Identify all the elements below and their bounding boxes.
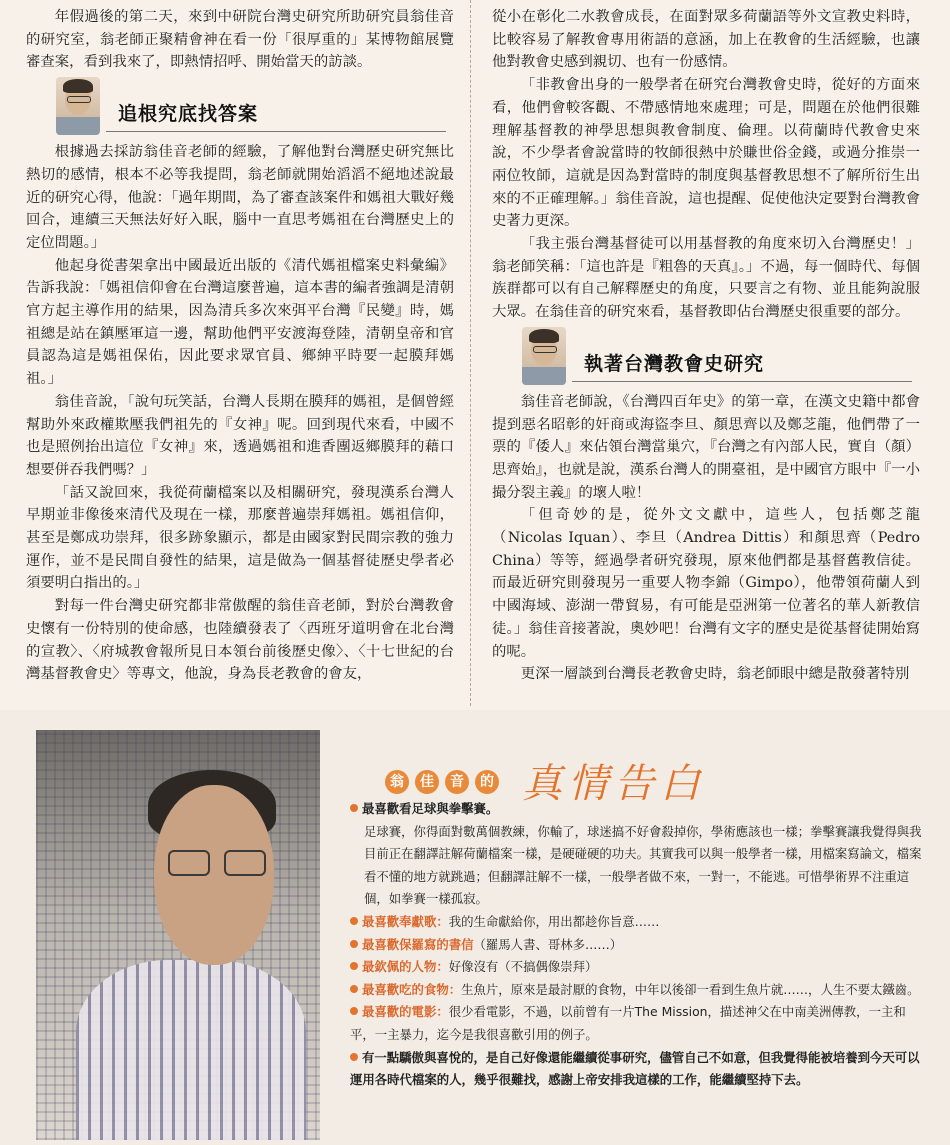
author-portrait-thumbnail bbox=[522, 327, 566, 385]
paragraph: 「我主張台灣基督徒可以用基督教的角度來切入台灣歷史！」翁老師笑稱：「這也許是『粗魯的天真』。」不過，每一個時代、每個族群都可以有自己解釋歷史的角度，只要言之有物、並且能夠說服大眾。在翁佳音的研究來看，基督教即佔台灣歷史很重要的部分。 bbox=[492, 236, 920, 321]
name-char-badge: 翁 bbox=[385, 770, 409, 794]
paragraph: 更深一層談到台灣長老教會史時，翁老師眼中總是散發著特別 bbox=[520, 666, 910, 683]
author-portrait-thumbnail bbox=[56, 77, 100, 135]
list-item: 足球賽，你得面對數萬個教練，你輸了，球迷搞不好會殺掉你，學術應該也一樣；拳擊賽讓我覺得與我目前正在翻譯註解荷蘭檔案一樣，是硬碰硬的功夫。其實我可以與一般學者一樣，用檔案寫論文，檔案看不懂的地方就跳過；但翻譯註解不一樣，一般學者做不來，一對一，不能逃。可惜學術界不注重這個，如拳賽一樣孤寂。 bbox=[364, 823, 922, 907]
bullet-icon bbox=[350, 940, 358, 948]
confession-list bbox=[350, 798, 930, 1092]
column-divider bbox=[470, 0, 471, 706]
paragraph: 「非教會出身的一般學者在研究台灣教會史時，從好的方面來看，他們會較客觀、不帶感情地來處理；可是，問題在於他們很難理解基督教的神學思想與教會制度、倫理。以荷蘭時代教會史來說，不少學者會說當時的牧師很熱中於賺世俗金錢，或過分推崇一兩位牧師，這就是因為對當時的制度與基督教思想不了解所衍生出來的不正確理解。」翁佳音說，這也提醒、促使他決定要對台灣教會史著力更深。 bbox=[492, 77, 920, 230]
list-item: 有一點驕傲與喜悅的，是自己好像還能繼續從事研究，儘管自己不如意，但我覺得能被培養到今天可以運用各時代檔案的人，幾乎很難找，感謝上帝安排我這樣的工作，能繼續堅持下去。 bbox=[350, 1049, 920, 1088]
list-item: 最喜歡的電影：很少看電影，不過，以前曾有一片The Mission，描述神父在中南美洲傳教，一主和平，一主暴力，迄今是我很喜歡引用的例子。 bbox=[350, 1004, 906, 1042]
section-underline bbox=[106, 131, 446, 132]
section-title: 追根究底找答案 bbox=[118, 103, 259, 126]
list-item: 最喜歡保羅寫的書信（羅馬人書、哥林多……） bbox=[350, 934, 930, 957]
right-column bbox=[492, 6, 920, 686]
section-header-1 bbox=[26, 77, 454, 135]
confession-box bbox=[0, 710, 950, 1145]
author-photo bbox=[36, 730, 320, 1140]
section-underline bbox=[572, 381, 912, 382]
list-item: 最喜歡奉獻歌：我的生命獻給你，用出都趁你旨意…… bbox=[350, 911, 930, 934]
name-char-badge: 音 bbox=[445, 770, 469, 794]
paragraph: 翁佳音說，「說句玩笑話，台灣人長期在膜拜的媽祖，是個曾經幫助外來政權欺壓我們祖先的『女神』呢。回到現代來看，中國不也是照例抬出這位『女神』來，透過媽祖和進香團返鄉膜拜的藉口想要併吞我們嗎？」 bbox=[26, 393, 454, 478]
paragraph: 「但奇妙的是，從外文文獻中，這些人，包括鄭芝龍（Nicolas Iquan）、李旦（Andrea Dittis）和顏思齊（Pedro China）等等，經過學者研究發現，原來他們都是基督舊教信徒。而最近研究則發現另一重要人物李錦（Gimpo），他帶領荷蘭人到中國海域、澎湖一帶貿易，有可能是亞洲第一位著名的華人新教信徒。」翁佳音接著說，奧妙吧！台灣有文字的歷史是從基督徒開始寫的呢。 bbox=[492, 507, 920, 660]
bullet-icon bbox=[350, 1007, 358, 1015]
name-char-badge: 佳 bbox=[415, 770, 439, 794]
bullet-icon bbox=[350, 1053, 358, 1061]
bullet-icon bbox=[350, 962, 358, 970]
name-char-badge: 的 bbox=[475, 770, 499, 794]
paragraph: 翁佳音老師說，《台灣四百年史》的第一章，在漢文史籍中都會提到惡名昭彰的奸商或海盜李旦、顏思齊以及鄭芝龍，他們帶了一票的『倭人』來佔領台灣當巢穴，『台灣之有內部人民，實自（顏）思齊始』，也就是說，漢系台灣人的開臺祖，是中國官方眼中『一小撮分裂主義』的壞人啦！ bbox=[492, 393, 920, 501]
bullet-icon bbox=[350, 985, 358, 993]
paragraph: 根據過去採訪翁佳音老師的經驗，了解他對台灣歷史研究無比熱切的感情，根本不必等我提問，翁老師就開始滔滔不絕地述說最近的研究心得，他說：「過年期間，為了審查該案件和媽祖大戰好幾回合，連續三天無法好好入眠，腦中一直思考媽祖在台灣歷史上的定位問題。」 bbox=[26, 144, 454, 251]
confession-title: 真情告白 bbox=[522, 761, 706, 807]
bullet-icon bbox=[350, 917, 358, 925]
list-item: 最欽佩的人物：好像沒有（不搞偶像崇拜） bbox=[350, 956, 930, 979]
bullet-icon bbox=[350, 804, 358, 812]
section-header-2 bbox=[492, 327, 920, 385]
left-column bbox=[26, 6, 454, 686]
section-title: 執著台灣教會史研究 bbox=[584, 352, 765, 375]
list-item: 最喜歡吃的食物：生魚片，原來是最討厭的食物，中年以後卻一看到生魚片就……，人生不要太鐵齒。 bbox=[350, 979, 930, 1002]
list-item: 最喜歡看足球與拳擊賽。 bbox=[350, 798, 930, 821]
confession-name-badges bbox=[385, 770, 505, 794]
paragraph: 從小在彰化二水教會成長，在面對眾多荷蘭語等外文宣教史料時，比較容易了解教會專用術語的意涵，加上在教會的生活經驗，也讓他對教會史感到親切、也有一份感情。 bbox=[492, 9, 920, 71]
paragraph: 「話又說回來，我從荷蘭檔案以及相關研究，發現漢系台灣人早期並非像後來清代及現在一樣，那麼普遍崇拜媽祖。媽祖信仰，甚至是鄭成功崇拜，很多跡象顯示，都是由國家對民間宗教的強力運作，並不是民間自發性的結果，這是做為一個基督徒歷史學者必須要明白指出的。」 bbox=[26, 484, 454, 592]
intro-paragraph: 年假過後的第二天，來到中研院台灣史研究所助研究員翁佳音的研究室，翁老師正聚精會神在看一份「很厚重的」某博物館展覽審查案，看到我來了，即熱情招呼、開始當天的訪談。 bbox=[26, 9, 454, 71]
paragraph: 對每一件台灣史研究都非常傲醒的翁佳音老師，對於台灣教會史懷有一份特別的使命感，也陸續發表了〈西班牙道明會在北台灣的宣教〉、〈府城教會報所見日本領台前後歷史像〉、〈十七世紀的台灣基督教會史〉等專文，他說，身為長老教會的會友， bbox=[26, 598, 454, 683]
paragraph: 他起身從書架拿出中國最近出版的《清代媽祖檔案史料彙編》告訴我說：「媽祖信仰會在台灣這麼普遍，這本書的編者強調是清朝官方起主導作用的結果，因為清兵多次來弭平台灣『民變』時，媽祖總是站在鎮壓軍這一邊，幫助他們平安渡海登陸，清朝皇帝和官員認為這是媽祖保佑，因此要求眾官員、鄉紳平時要一起膜拜媽祖。」 bbox=[26, 257, 454, 388]
